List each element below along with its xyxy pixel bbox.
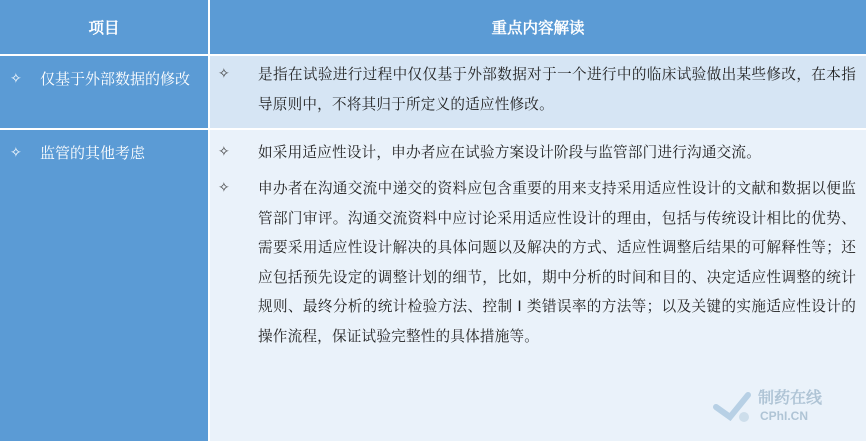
row-title: 监管的其他考虑 xyxy=(40,144,146,162)
content-point xyxy=(218,60,856,119)
header-key-content: 重点内容解读 xyxy=(210,0,866,54)
row-title: 仅基于外部数据的修改 xyxy=(40,70,191,88)
content-point xyxy=(218,174,856,352)
content-point xyxy=(218,138,856,168)
point-text: 是指在试验进行过程中仅仅基于外部数据对于一个进行中的临床试验做出某些修改，在本指导原则中，不将其归于所定义的适应性修改。 xyxy=(258,66,856,113)
row-title-cell xyxy=(0,130,208,441)
bullet-icon: ✧ xyxy=(218,180,230,196)
row-divider xyxy=(0,128,866,130)
point-text: 申办者在沟通交流中递交的资料应包含重要的用来支持采用适应性设计的文献和数据以便监管部门审评。沟通交流资料中应讨论采用适应性设计的理由，包括与传统设计相比的优势、需要采用适应性设计解决的具体问题以及解决的方式、适应性调整后结果的可解释性等；还应包括预先设定的调整计划的细节，比如，期中分析的时间和目的、决定适应性调整的统计规则、最终分析的统计检验方法、控制 I 类错误率的方法等；以及关键的实施适应性设计的操作流程，保证试验完整性的具体措施等。 xyxy=(258,180,856,345)
bullet-icon: ✧ xyxy=(218,66,230,82)
watermark xyxy=(712,381,852,433)
bullet-icon: ✧ xyxy=(10,145,22,161)
bullet-icon: ✧ xyxy=(10,71,22,87)
cphi-logo-icon xyxy=(712,387,752,427)
watermark-name: 制药在线 xyxy=(758,388,823,407)
watermark-url: CPhI.CN xyxy=(760,409,808,423)
column-divider xyxy=(208,0,210,441)
header-item: 项目 xyxy=(0,0,208,54)
bullet-icon: ✧ xyxy=(218,144,230,160)
point-text: 如采用适应性设计，申办者应在试验方案设计阶段与监管部门进行沟通交流。 xyxy=(258,144,761,161)
row-divider xyxy=(0,54,866,56)
row-content-cell xyxy=(210,56,866,128)
row-title-cell xyxy=(0,56,208,128)
